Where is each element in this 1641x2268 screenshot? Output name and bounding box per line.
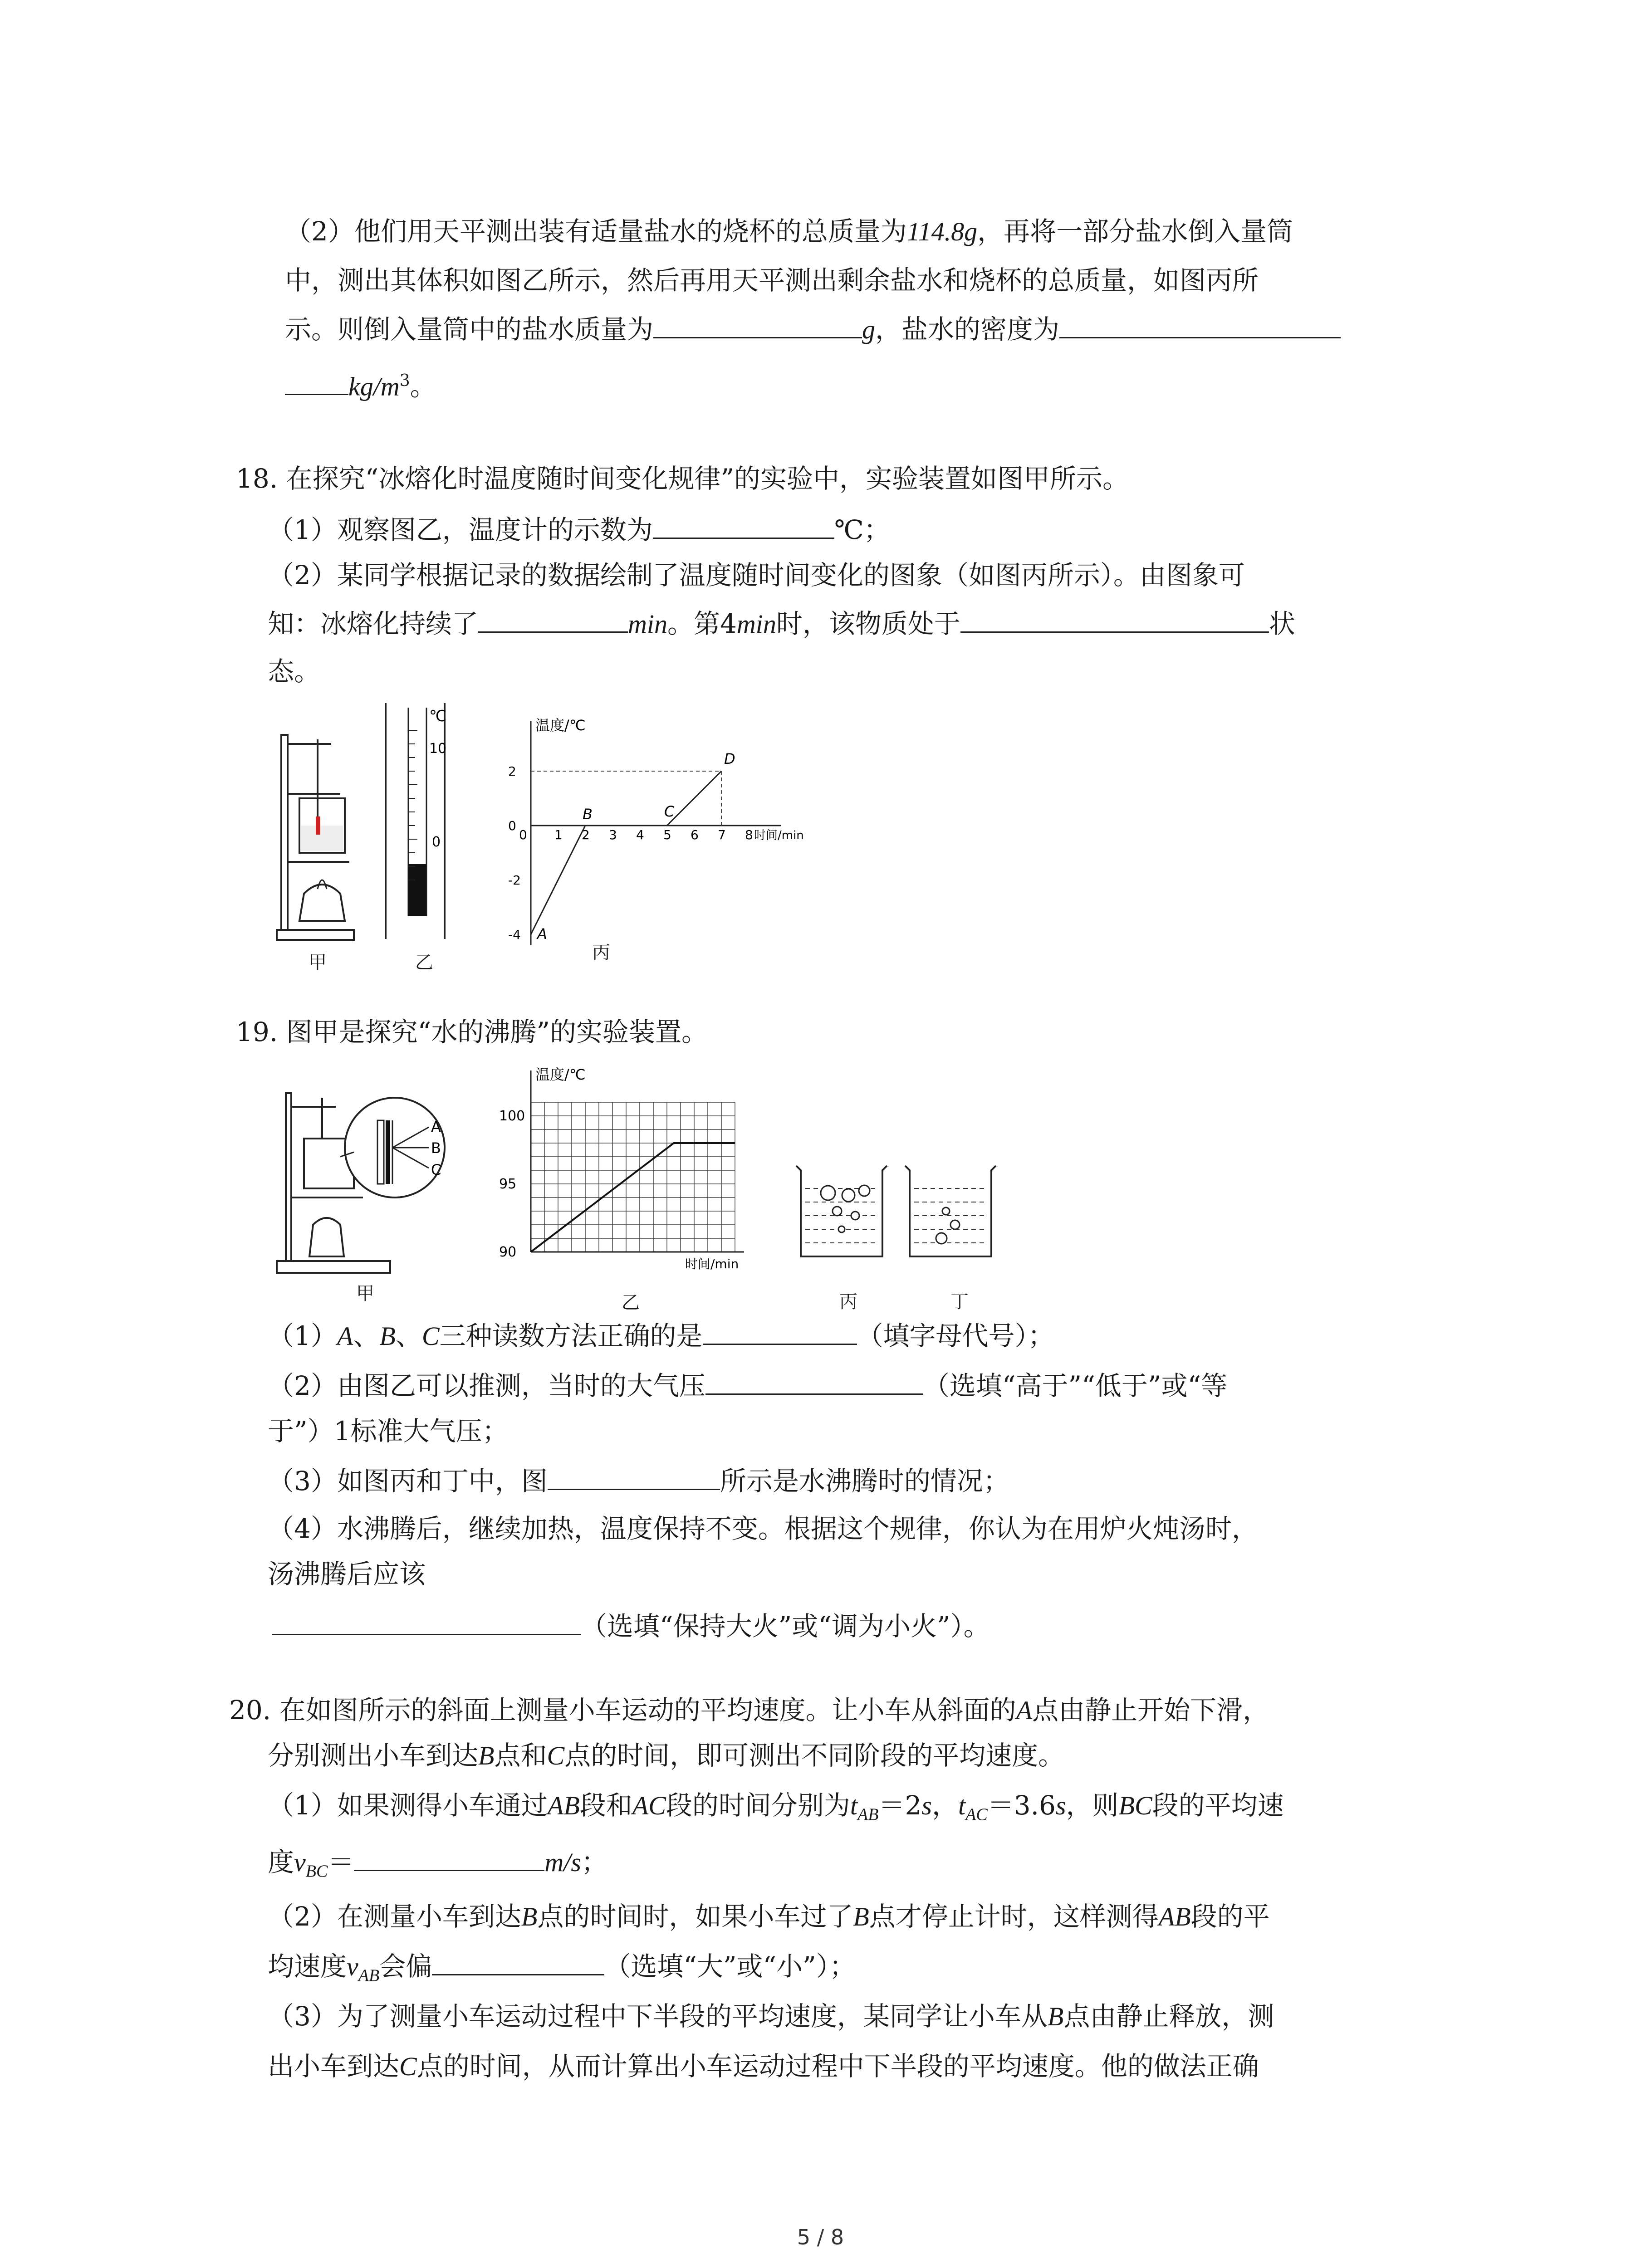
- x-tick-label: 8: [745, 827, 753, 842]
- y-tick-label: 95: [499, 1176, 517, 1192]
- q18-part2-line2: 知：冰熔化持续了 min。第4min时，该物质处于 状: [268, 606, 1295, 642]
- point-label-a: A: [537, 925, 547, 943]
- q17-line-4: $kg/m^3$。: [285, 363, 436, 405]
- thermo-unit-label: ℃: [429, 707, 447, 725]
- q17-line-3: 示。则倒入量筒中的盐水质量为 g，盐水的密度为: [285, 311, 1341, 348]
- point-label-b: B: [583, 806, 593, 823]
- q19-beaker-bing: [792, 1161, 892, 1261]
- q19-title: 19. 图甲是探究“水的沸腾”的实验装置。: [236, 1017, 708, 1047]
- q17-line-1: （2）他们用天平测出装有适量盐水的烧杯的总质量为114.8g，再将一部分盐水倒入量筒: [285, 216, 1293, 247]
- q18-apparatus-figure: [272, 726, 363, 948]
- q19-part4-line2: 汤沸腾后应该: [268, 1559, 426, 1589]
- y-tick-label: 2: [508, 764, 516, 779]
- answer-blank-reading[interactable]: [703, 1318, 857, 1345]
- q18-caption-bing: 丙: [592, 942, 610, 963]
- q19-part2-line1: （2）由图乙可以推测，当时的大气压 （选填“高于”“低于”或“等: [268, 1368, 1227, 1404]
- answer-blank-density[interactable]: [1059, 312, 1341, 338]
- page-number: 5 / 8: [797, 2225, 844, 2249]
- x-tick-label: 3: [609, 827, 617, 842]
- x-tick-label: 1: [554, 827, 563, 842]
- point-label-d: D: [724, 750, 735, 767]
- x-axis-label: 时间/min: [685, 1256, 739, 1271]
- q18-part1: （1）观察图乙，温度计的示数为 ℃；: [268, 512, 890, 548]
- answer-blank-heat[interactable]: [272, 1608, 581, 1635]
- q19-caption-ding: 丁: [950, 1291, 969, 1312]
- q19-boiling-chart: [490, 1061, 789, 1279]
- x-tick-label: 4: [636, 827, 644, 842]
- q20-part3-line1: （3）为了测量小车运动过程中下半段的平均速度，某同学让小车从B点由静止释放，测: [268, 2001, 1274, 2032]
- thermo-label-0: 0: [432, 834, 441, 850]
- answer-blank-thermo[interactable]: [653, 512, 834, 539]
- q18-caption-jia: 甲: [309, 952, 327, 973]
- q18-part2-line3: 态。: [268, 656, 321, 687]
- q19-caption-jia: 甲: [356, 1283, 374, 1304]
- y-tick-label: -2: [508, 873, 521, 888]
- q19-part2-line2: 于”）1标准大气压；: [268, 1416, 509, 1447]
- q19-apparatus-figure: [272, 1089, 454, 1279]
- q18-part2-line1: （2）某同学根据记录的数据绘制了温度随时间变化的图象（如图丙所示）。由图象可: [268, 560, 1245, 591]
- y-tick-label: -4: [508, 927, 521, 942]
- q20-part3-line2: 出小车到达C点的时间，从而计算出小车运动过程中下半段的平均速度。他的做法正确: [268, 2051, 1259, 2082]
- answer-blank-vab[interactable]: [432, 1949, 604, 1975]
- x-axis-label: 时间/min: [754, 829, 804, 842]
- q18-thermometer-figure: [381, 703, 485, 939]
- q20-title: 20. 在如图所示的斜面上测量小车运动的平均速度。让小车从斜面的A点由静止开始下滑，: [229, 1695, 1269, 1725]
- q19-caption-yi: 乙: [622, 1292, 640, 1313]
- answer-blank-state[interactable]: [960, 606, 1269, 633]
- y-tick-label: 100: [499, 1108, 525, 1124]
- answer-blank-pressure[interactable]: [705, 1368, 923, 1395]
- q19-beaker-ding: [901, 1161, 1000, 1261]
- q19-caption-bing: 丙: [839, 1291, 857, 1312]
- point-label-c: C: [664, 803, 675, 820]
- answer-blank-melt-duration[interactable]: [478, 606, 628, 633]
- thermo-label-10: 10: [429, 741, 447, 757]
- origin-label: 0: [519, 827, 527, 842]
- q20-part2-line1: （2）在测量小车到达B点的时间时，如果小车过了B点才停止计时，这样测得AB段的平: [268, 1901, 1270, 1932]
- q17-line-2: 中，测出其体积如图乙所示，然后再用天平测出剩余盐水和烧杯的总质量，如图丙所: [285, 265, 1259, 296]
- q18-caption-yi: 乙: [415, 952, 433, 973]
- y-axis-label: 温度/℃: [535, 1066, 586, 1083]
- x-tick-label: 7: [718, 827, 726, 842]
- y-axis-label: 温度/℃: [535, 717, 586, 734]
- answer-blank-boiling-figure[interactable]: [548, 1463, 720, 1490]
- reading-label-b: B: [431, 1139, 441, 1157]
- y-tick-label: 90: [499, 1244, 517, 1260]
- q19-part3: （3）如图丙和丁中，图 所示是水沸腾时的情况；: [268, 1463, 1009, 1499]
- x-tick-label: 5: [663, 827, 671, 842]
- q19-part1: （1）A、B、C三种读数方法正确的是 （填字母代号）；: [268, 1318, 1054, 1354]
- melting-line: [531, 771, 721, 934]
- q18-title: 18. 在探究“冰熔化时温度随时间变化规律”的实验中，实验装置如图甲所示。: [236, 463, 1129, 494]
- y-tick-label: 0: [508, 818, 516, 833]
- x-tick-label: 6: [691, 827, 699, 842]
- q19-part4-line1: （4）水沸腾后，继续加热，温度保持不变。根据这个规律，你认为在用炉火炖汤时，: [268, 1513, 1258, 1544]
- answer-blank-vbc[interactable]: [354, 1844, 544, 1871]
- q18-melting-chart: [490, 712, 817, 948]
- q19-part4-line3: （选填“保持大火”或“调为小火”）。: [272, 1608, 990, 1644]
- reading-label-c: C: [431, 1161, 441, 1178]
- q20-line2: 分别测出小车到达B点和C点的时间，即可测出不同阶段的平均速度。: [268, 1740, 1065, 1771]
- reading-label-a: A: [431, 1118, 441, 1135]
- q20-part2-line2: 均速度$v_{AB}$会偏 （选填“大”或“小”）；: [268, 1948, 856, 1994]
- answer-blank-density-cont[interactable]: [285, 368, 348, 395]
- q20-part1-line1: （1）如果测得小车通过AB段和AC段的时间分别为$t_{AB}=2s$，$t_{AC}=3.6s$，则BC段的平均速: [268, 1790, 1284, 1824]
- answer-blank-mass[interactable]: [653, 312, 862, 338]
- x-tick-label: 2: [582, 827, 590, 842]
- q20-part1-line2: 度$v_{BC}= m/s$；: [268, 1844, 607, 1890]
